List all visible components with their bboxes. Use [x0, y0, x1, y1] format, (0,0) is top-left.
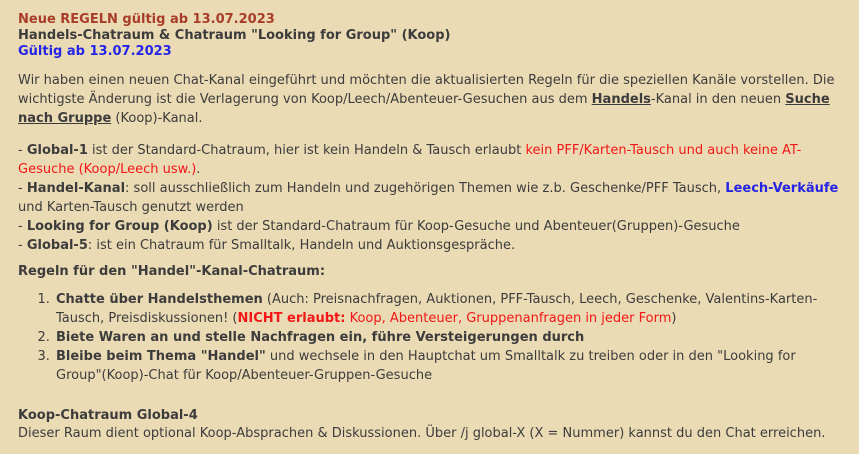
channel-list	[18, 141, 841, 255]
koop-chatraum-title: Koop-Chatraum Global-4	[18, 408, 198, 423]
intro-paragraph	[18, 71, 841, 128]
rule-3-bold: Bleibe beim Thema "Handel"	[56, 349, 266, 364]
koop-chatraum-text: Dieser Raum dient optional Koop-Absprachen & Diskussionen. Über /j global-X (X = Nummer) kannst du den Chat erreichen.	[18, 426, 826, 441]
rules-list	[18, 290, 841, 385]
announcement-header	[18, 12, 841, 60]
channel-text: : soll ausschließlich zum Handeln und zugehörigen Themen wie z.b. Geschenke/PFF Tausch,	[125, 181, 726, 196]
rule-1-close: )	[671, 311, 677, 326]
intro-text-3: (Koop)-Kanal.	[111, 111, 203, 126]
channel-text: : ist ein Chatraum für Smalltalk, Handeln und Auktionsgespräche.	[87, 238, 516, 253]
channel-item-global1	[18, 141, 841, 179]
dash: -	[18, 143, 27, 158]
channel-text: ist der Standard-Chatraum, hier ist kein Handeln & Tausch erlaubt	[87, 143, 526, 158]
rule-1-warning: Koop, Abenteuer, Gruppenanfragen in jeder Form	[345, 311, 672, 326]
header-title-dark: Handels-Chatraum & Chatraum "Looking for Group" (Koop)	[18, 28, 451, 43]
header-title-red: Neue REGELN gültig ab 13.07.2023	[18, 12, 275, 27]
rule-3-text: und wechsele in den Hauptchat um Smalltalk zu treiben oder in den "Looking for Group"(Koop)-Chat für Koop/Abenteuer-Gruppen-Gesuche	[56, 349, 796, 383]
dash: -	[18, 238, 27, 253]
leech-verkaeufe-link[interactable]: Leech-Verkäufe	[725, 181, 839, 196]
channel-period: .	[196, 162, 201, 177]
rule-1-warning-bold: NICHT erlaubt:	[237, 311, 346, 326]
channel-name-lfg: Looking for Group (Koop)	[26, 219, 213, 234]
channel-text: ist der Standard-Chatraum für Koop-Gesuche und Abenteuer(Gruppen)-Gesuche	[212, 219, 740, 234]
rule-item-3	[54, 347, 841, 385]
rule-item-2	[54, 328, 841, 347]
header-valid-date: Gültig ab 13.07.2023	[18, 44, 172, 59]
channel-item-lfg	[18, 217, 841, 236]
dash: -	[18, 219, 27, 234]
koop-chatraum-section	[18, 407, 841, 443]
channel-item-global5	[18, 236, 841, 255]
channel-text-2: und Karten-Tausch genutzt werden	[18, 200, 244, 215]
suche-nach-gruppe-emphasis: Suche nach Gruppe	[18, 92, 830, 126]
handels-emphasis: Handels	[591, 92, 651, 107]
channel-warning-text: kein PFF/Karten-Tausch und auch keine AT-Gesuche (Koop/Leech usw.)	[18, 143, 802, 177]
channel-item-handel	[18, 179, 841, 217]
intro-text-2: -Kanal in den neuen	[650, 92, 786, 107]
rule-item-1	[54, 290, 841, 328]
rule-1-text: (Auch: Preisnachfragen, Auktionen, PFF-Tausch, Leech, Geschenke, Valentins-Karten-Tausch, Preisdiskussionen! (	[56, 292, 818, 326]
intro-text-1: Wir haben einen neuen Chat-Kanal eingeführt und möchten die aktualisierten Regeln für die speziellen Kanäle vorstellen. Die wichtigste Änderung ist die Verlagerung von Koop/Leech/Abenteuer-Gesuchen aus dem	[18, 73, 835, 107]
dash: -	[18, 181, 27, 196]
rule-2-bold: Biete Waren an und stelle Nachfragen ein, führe Versteigerungen durch	[56, 330, 585, 345]
channel-name-handel: Handel-Kanal	[26, 181, 126, 196]
rule-1-bold: Chatte über Handelsthemen	[56, 292, 263, 307]
rules-heading: Regeln für den "Handel"-Kanal-Chatraum:	[18, 264, 326, 279]
channel-name-global5: Global-5	[26, 238, 88, 253]
channel-name-global1: Global-1	[26, 143, 88, 158]
